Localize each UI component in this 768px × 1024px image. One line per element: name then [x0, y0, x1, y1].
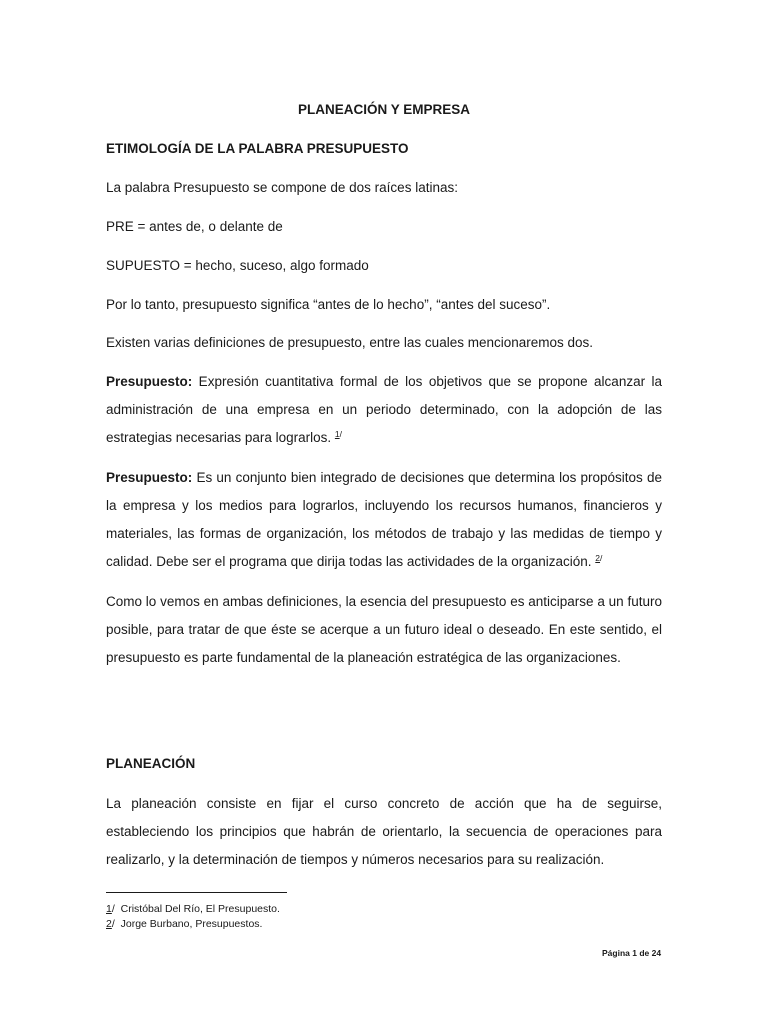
footnote-number: 1: [106, 903, 112, 915]
footnote-separator: [106, 892, 287, 893]
footnote-reference-slash: /: [339, 429, 342, 439]
footnote-2: [106, 918, 262, 930]
footnote-reference-number: 1: [334, 429, 340, 439]
text-line-definiciones: Existen varias definiciones de presupuesto, entre las cuales mencionaremos dos.: [106, 335, 594, 350]
definition-text: Es un conjunto bien integrado de decisiones que determina los propósitos de la empresa y los medios para lograrlos, incluyendo los recursos humanos, financieros y materiales, las formas de organización, los métodos de trabajo y las medidas de tiempo y calidad. Debe ser el programa que dirija todas las actividades de la organización.: [106, 470, 662, 569]
body-paragraph-esencia: Como lo vemos en ambas definiciones, la esencia del presupuesto es anticiparse a un futuro posible, para tratar de que éste se acerque a un futuro ideal o deseado. En este sentido, el presupuesto es parte fundamental de la planeación estratégica de las organizaciones.: [106, 594, 662, 665]
body-paragraph-planeacion: La planeación consiste en fijar el curso concreto de acción que ha de seguirse, estableciendo los principios que habrán de orientarlo, la secuencia de operaciones para realizarlo, y la determinación de tiempos y números necesarios para su realización.: [106, 796, 662, 867]
document-title: PLANEACIÓN Y EMPRESA: [297, 102, 471, 117]
footnote-number: 2: [106, 918, 112, 930]
footnote-1: [106, 903, 280, 915]
heading-planeacion: PLANEACIÓN: [106, 756, 196, 771]
text-line-supuesto: SUPUESTO = hecho, suceso, algo formado: [106, 258, 369, 273]
text-line-raices: La palabra Presupuesto se compone de dos raíces latinas:: [106, 180, 458, 195]
footnote-slash: /: [111, 918, 115, 930]
definition-label: Presupuesto:: [106, 374, 193, 389]
definition-text: Expresión cuantitativa formal de los objetivos que se propone alcanzar la administración de una empresa en un periodo determinado, con la adopción de las estrategias necesarias para lograrlos.: [106, 374, 662, 445]
footnote-reference: [595, 553, 602, 563]
definition-paragraph-2: [106, 464, 662, 576]
definition-paragraph-1: [106, 368, 662, 452]
page-number-footer: Página 1 de 24: [602, 948, 662, 958]
footnote-text: Cristóbal Del Río, El Presupuesto.: [120, 903, 280, 915]
text-line-pre: PRE = antes de, o delante de: [106, 219, 283, 234]
footnote-reference: [335, 429, 342, 439]
footnote-reference-slash: /: [600, 553, 603, 563]
footnote-text: Jorge Burbano, Presupuestos.: [120, 918, 263, 930]
heading-etimologia: ETIMOLOGÍA DE LA PALABRA PRESUPUESTO: [106, 141, 409, 156]
footnote-reference-number: 2: [595, 553, 601, 563]
definition-label: Presupuesto:: [106, 470, 193, 485]
footnote-slash: /: [111, 903, 115, 915]
text-line-significado: Por lo tanto, presupuesto significa “antes de lo hecho”, “antes del suceso”.: [106, 297, 551, 312]
